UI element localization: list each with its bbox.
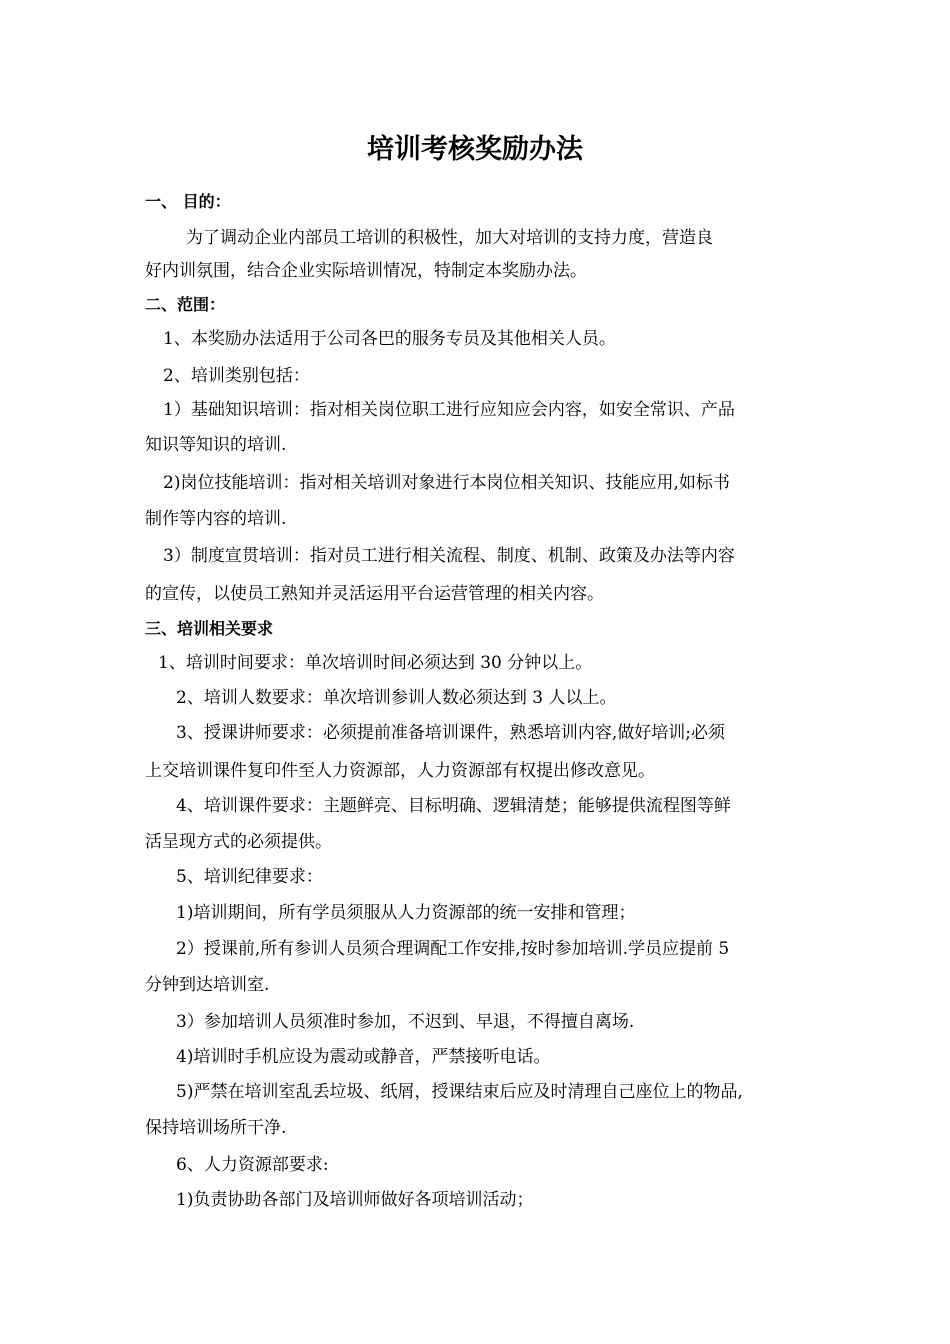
paragraph-line: 6、人力资源部要求: [176, 1155, 329, 1175]
document-title: 培训考核奖励办法 [367, 134, 583, 165]
paragraph-line: 2、培训类别包括： [163, 366, 310, 386]
paragraph-line: 好内训氛围，结合企业实际培训情况，特制定本奖励办法。 [145, 261, 587, 281]
section-heading-purpose: 一、 目的： [145, 192, 231, 211]
paragraph-line: 3）参加培训人员须准时参加，不迟到、早退，不得擅自离场. [176, 1012, 635, 1032]
section-heading-requirements: 三、培训相关要求 [145, 619, 274, 638]
paragraph-line: 1、培训时间要求：单次培训时间必须达到 30 分钟以上。 [158, 653, 593, 673]
paragraph-line: 上交培训课件复印件至人力资源部，人力资源部有权提出修改意见。 [145, 761, 655, 781]
paragraph-line: 1)培训期间，所有学员须服从人力资源部的统一安排和管理； [176, 903, 636, 923]
paragraph-line: 2）授课前,所有参训人员须合理调配工作安排,按时参加培训.学员应提前 5 [176, 939, 730, 959]
paragraph-line: 活呈现方式的必须提供。 [145, 832, 332, 852]
paragraph-line: 4)培训时手机应设为震动或静音，严禁接听电话。 [176, 1047, 551, 1067]
paragraph-line: 的宣传，以使员工熟知并灵活运用平台运营管理的相关内容。 [145, 584, 604, 604]
paragraph-line: 3）制度宣贯培训：指对员工进行相关流程、制度、机制、政策及办法等内容 [163, 546, 735, 566]
paragraph-line: 2、培训人数要求：单次培训参训人数必须达到 3 人以上。 [176, 688, 617, 708]
paragraph-line: 1）基础知识培训：指对相关岗位职工进行应知应会内容，如安全常识、产品 [163, 400, 735, 420]
paragraph-line: 1)负责协助各部门及培训师做好各项培训活动； [176, 1190, 534, 1210]
paragraph-line: 5)严禁在培训室乱丢垃圾、纸屑，授课结束后应及时清理自己座位上的物品, [176, 1082, 743, 1102]
section-heading-scope: 二、范围： [145, 295, 226, 314]
paragraph-line: 5、培训纪律要求： [176, 867, 323, 887]
paragraph-line: 3、授课讲师要求：必须提前准备培训课件，熟悉培训内容,做好培训;必须 [176, 723, 725, 743]
paragraph-line: 为了调动企业内部员工培训的积极性，加大对培训的支持力度，营造良 [186, 228, 713, 248]
paragraph-line: 分钟到达培训室. [145, 975, 270, 995]
paragraph-line: 知识等知识的培训. [145, 435, 287, 455]
paragraph-line: 制作等内容的培训. [145, 509, 287, 529]
paragraph-line: 4、培训课件要求：主题鲜亮、目标明确、逻辑清楚；能够提供流程图等鲜 [176, 796, 731, 816]
paragraph-line: 保持培训场所干净. [145, 1118, 287, 1138]
paragraph-line: 2)岗位技能培训：指对相关培训对象进行本岗位相关知识、技能应用,如标书 [163, 473, 730, 493]
paragraph-line: 1、本奖励办法适用于公司各巴的服务专员及其他相关人员。 [163, 329, 616, 349]
